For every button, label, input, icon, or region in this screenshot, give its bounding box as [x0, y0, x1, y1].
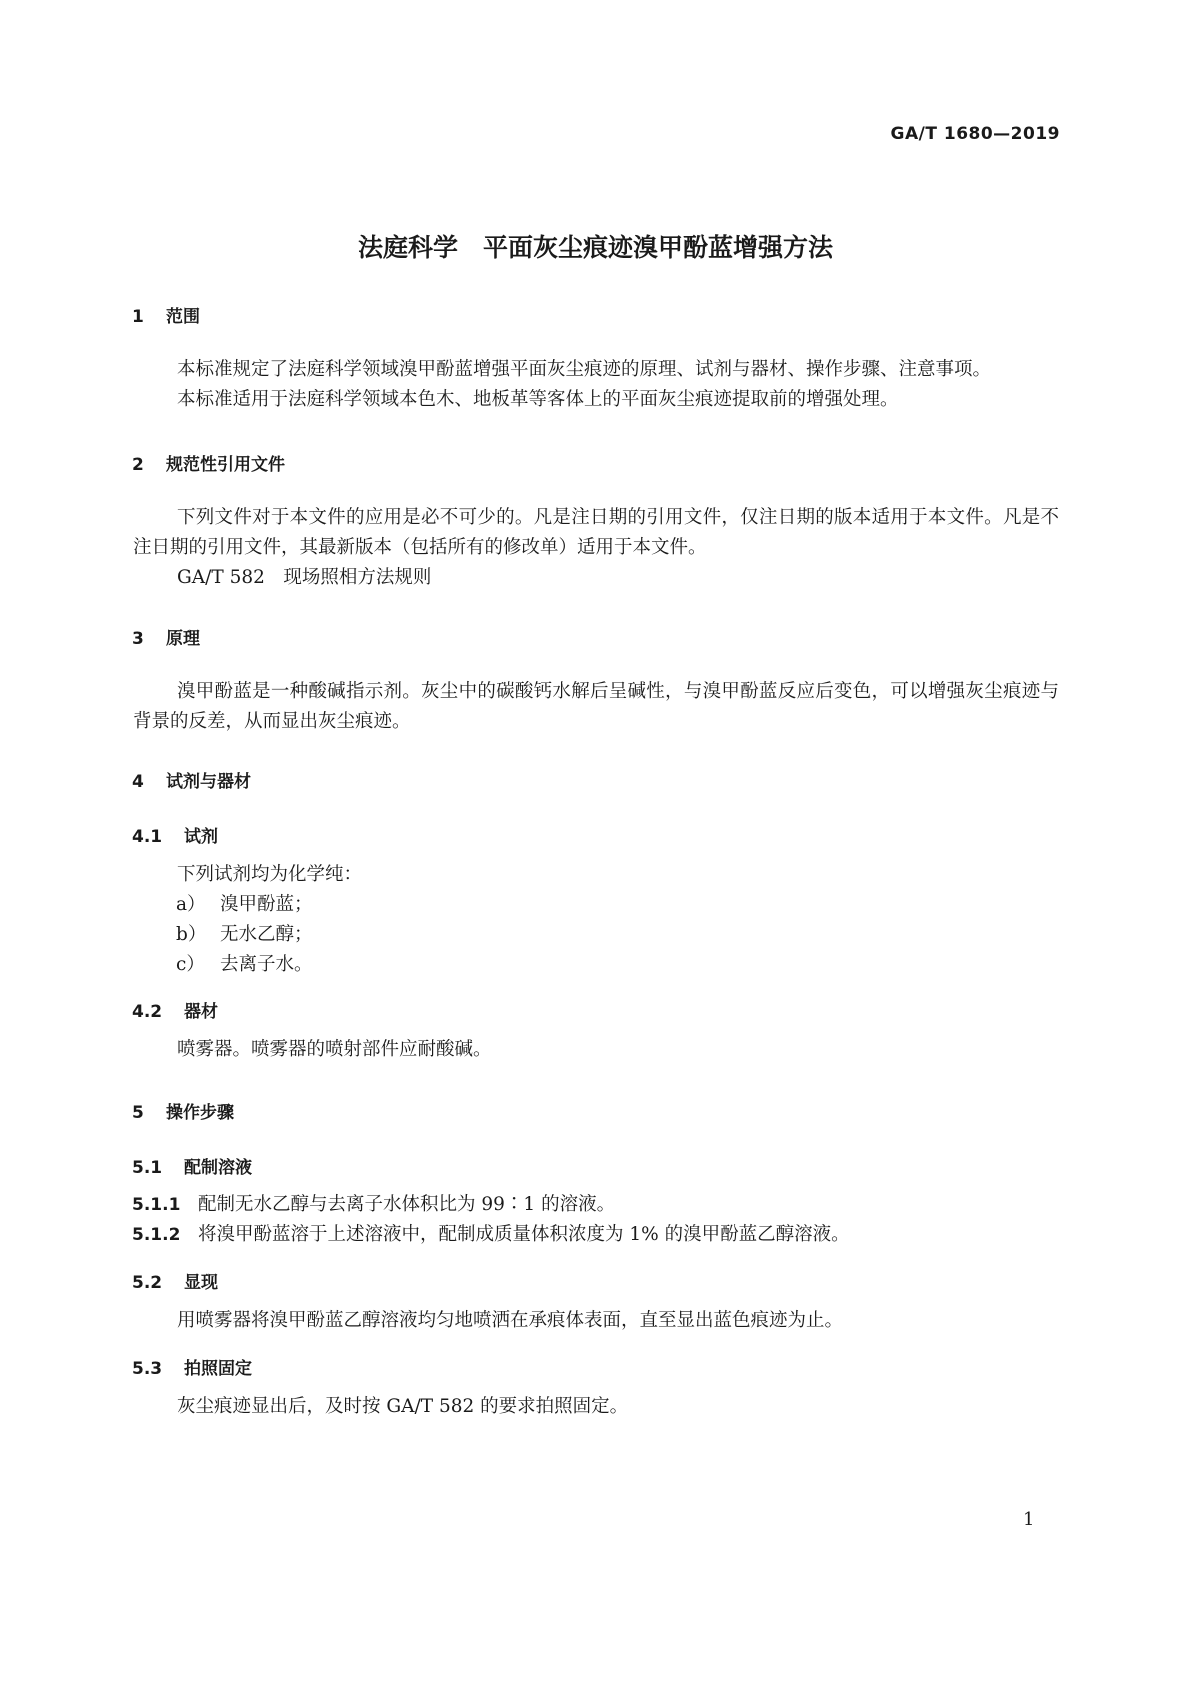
- section-number: 2: [132, 455, 144, 475]
- paragraph: 下列文件对于本文件的应用是必不可少的。凡是注日期的引用文件，仅注日期的版本适用于本文件。凡是不注日期的引用文件，其最新版本（包括所有的修改单）适用于本文件。: [133, 507, 1059, 558]
- subsection-4-2-heading: [132, 997, 218, 1022]
- paragraph: 溴甲酚蓝是一种酸碱指示剂。灰尘中的碳酸钙水解后呈碱性，与溴甲酚蓝反应后变色，可以增强灰尘痕迹与背景的反差，从而显出灰尘痕迹。: [133, 681, 1059, 732]
- section-1-heading: [132, 302, 200, 327]
- section-number: 5: [132, 1103, 144, 1123]
- list-text: 溴甲酚蓝；: [220, 894, 313, 915]
- section-5-heading: [132, 1098, 234, 1123]
- subsection-title: 器材: [184, 1002, 218, 1022]
- subsection-title: 拍照固定: [184, 1359, 252, 1379]
- list-intro: 下列试剂均为化学纯：: [177, 864, 363, 885]
- section-title: 范围: [166, 307, 200, 327]
- list-item: [176, 920, 313, 950]
- paragraph: 灰尘痕迹显出后，及时按 GA/T 582 的要求拍照固定。: [177, 1396, 629, 1417]
- section-number: 1: [132, 307, 144, 327]
- clause-number: 5.1.2: [132, 1225, 181, 1245]
- subsection-number: 4.1: [132, 827, 163, 847]
- subsection-4-1-heading: [132, 822, 218, 847]
- subsection-title: 配制溶液: [184, 1158, 252, 1178]
- paragraph: 喷雾器。喷雾器的喷射部件应耐酸碱。: [177, 1039, 492, 1060]
- clause-text: 将溴甲酚蓝溶于上述溶液中，配制成质量体积浓度为 1% 的溴甲酚蓝乙醇溶液。: [198, 1224, 850, 1245]
- list-label: b）: [176, 924, 207, 945]
- paragraph: 用喷雾器将溴甲酚蓝乙醇溶液均匀地喷洒在承痕体表面，直至显出蓝色痕迹为止。: [177, 1310, 844, 1331]
- list-text: 无水乙醇；: [220, 924, 313, 945]
- subsection-number: 5.2: [132, 1273, 163, 1293]
- list-label: c）: [176, 954, 205, 975]
- list-label: a）: [176, 894, 206, 915]
- clause: [132, 1220, 850, 1250]
- section-number: 3: [132, 629, 144, 649]
- document-title: 法庭科学 平面灰尘痕迹溴甲酚蓝增强方法: [357, 233, 833, 262]
- paragraph: 本标准规定了法庭科学领域溴甲酚蓝增强平面灰尘痕迹的原理、试剂与器材、操作步骤、注意事项。: [177, 359, 992, 380]
- page-number: 1: [1023, 1509, 1035, 1530]
- subsection-number: 4.2: [132, 1002, 163, 1022]
- list-item: [176, 950, 313, 980]
- paragraph: 本标准适用于法庭科学领域本色木、地板革等客体上的平面灰尘痕迹提取前的增强处理。: [177, 389, 899, 410]
- section-2-heading: [132, 450, 285, 475]
- subsection-title: 试剂: [184, 827, 218, 847]
- section-title: 原理: [166, 629, 200, 649]
- section-3-heading: [132, 624, 200, 649]
- section-title: 试剂与器材: [166, 772, 251, 792]
- list-text: 去离子水。: [220, 954, 313, 975]
- section-4-heading: [132, 767, 251, 792]
- list-item: [176, 890, 313, 920]
- subsection-title: 显现: [184, 1273, 218, 1293]
- subsection-5-2-heading: [132, 1268, 218, 1293]
- section-number: 4: [132, 772, 144, 792]
- subsection-5-1-heading: [132, 1153, 252, 1178]
- standard-code: GA/T 1680—2019: [890, 124, 1060, 144]
- clause-text: 配制无水乙醇与去离子水体积比为 99∶1 的溶液。: [198, 1194, 616, 1215]
- normative-reference: GA/T 582 现场照相方法规则: [177, 567, 432, 588]
- subsection-number: 5.3: [132, 1359, 163, 1379]
- subsection-number: 5.1: [132, 1158, 163, 1178]
- subsection-5-3-heading: [132, 1354, 252, 1379]
- section-title: 规范性引用文件: [166, 455, 285, 475]
- clause: [132, 1190, 615, 1220]
- section-title: 操作步骤: [166, 1103, 234, 1123]
- clause-number: 5.1.1: [132, 1195, 181, 1215]
